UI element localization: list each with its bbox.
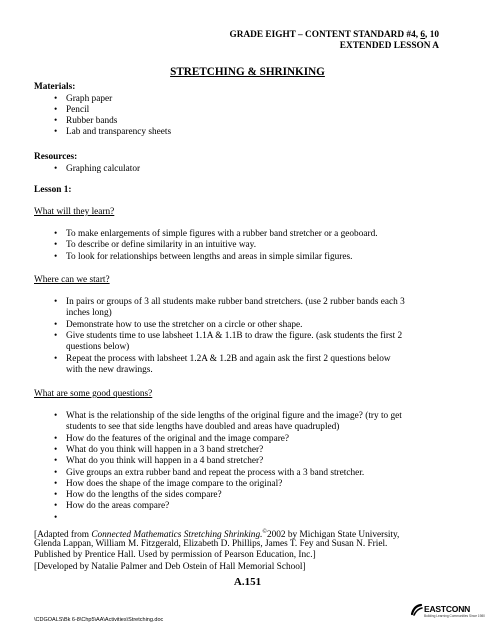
page-number: A.151	[233, 576, 262, 588]
list-item-text	[66, 501, 169, 512]
list-item-text	[66, 434, 289, 445]
logo-wordmark: EASTCONN	[424, 604, 471, 614]
bullet-icon: •	[54, 411, 58, 421]
list-item-line: What do you think will happen in a 4 band stretcher?	[66, 456, 264, 467]
bullet-icon: •	[54, 297, 58, 307]
copyright-symbol: ©	[262, 529, 267, 535]
logo-tagline: Building Learning Communities Since 1980	[424, 614, 485, 618]
list-item-line: How do the features of the original and the image compare?	[66, 433, 290, 444]
list-item-text	[66, 479, 282, 490]
bullet-icon: •	[54, 456, 58, 467]
list-item-line: How do the areas compare?	[66, 501, 170, 512]
list-item-line: questions below)	[66, 342, 130, 353]
list-item-line: To describe or define similarity in an intuitive way.	[66, 240, 257, 251]
list-item-text	[66, 94, 112, 105]
list-item-line: Give students time to use labsheet 1.1A & 1.1B to draw the figure. (ask students the first 2	[66, 330, 403, 341]
document-header	[230, 30, 440, 52]
eastconn-logo	[410, 603, 485, 623]
list-item-line: inches long)	[66, 308, 112, 319]
list-item-text	[66, 297, 405, 320]
bullet-icon: •	[54, 104, 58, 115]
bullet-icon: •	[54, 490, 58, 501]
header-underlined-number: 6	[420, 30, 426, 40]
bullet-icon: •	[54, 467, 58, 478]
page-title: STRETCHING & SHRINKING	[170, 66, 325, 78]
bullet-icon: •	[54, 512, 58, 523]
list-item-line: What is the relationship of the side lengths of the original figure and the image? (try to get	[66, 411, 402, 421]
bullet-icon: •	[54, 444, 58, 455]
credits-prefix: [Adapted from	[34, 530, 92, 541]
list-item-text	[66, 164, 140, 175]
list-item-line: Graphing calculator	[66, 163, 141, 174]
credits-line-4: [Developed by Natalie Palmer and Deb Ostein of Hall Memorial School]	[34, 561, 306, 572]
credits-copyright: 2002 by Michigan State University,	[266, 530, 400, 541]
bullet-icon: •	[54, 240, 58, 251]
bullet-icon: •	[54, 116, 58, 127]
lesson-label: Lesson 1:	[34, 185, 72, 195]
bullet-icon: •	[54, 353, 58, 364]
credits-line-2: Glenda Lappan, William M. Fitzgerald, Elizabeth D. Phillips, James T. Fey and Susan N. Friel.	[34, 538, 388, 549]
list-item-text	[66, 354, 391, 377]
header-line-1-text: GRADE EIGHT – CONTENT STANDARD #4,	[229, 30, 421, 40]
list-item-text	[66, 320, 302, 331]
list-item-line: To make enlargements of simple figures with a rubber band stretcher or a geoboard.	[66, 229, 378, 239]
list-item-line: Graph paper	[66, 93, 113, 104]
materials-label: Materials:	[34, 82, 76, 92]
list-item-text	[66, 331, 402, 354]
bullet-icon: •	[54, 229, 58, 239]
list-item-text	[66, 252, 352, 263]
list-item-line: How do the lengths of the sides compare?	[66, 490, 222, 501]
list-item-text	[66, 456, 263, 467]
list-item-text	[66, 240, 256, 251]
bullet-icon: •	[54, 93, 58, 104]
bullet-icon: •	[54, 501, 58, 512]
eastconn-logo-icon	[410, 603, 424, 617]
bullet-icon: •	[54, 251, 58, 262]
list-item-line: What do you think will happen in a 3 band stretcher?	[66, 444, 264, 455]
header-line-1-end: , 10	[425, 30, 439, 40]
resources-label: Resources:	[34, 152, 78, 162]
bullet-icon: •	[54, 478, 58, 489]
bullet-icon: •	[54, 433, 58, 444]
list-item-line: How does the shape of the image compare to the original?	[66, 478, 283, 489]
list-item-text	[66, 490, 222, 501]
start-heading: Where can we start?	[34, 275, 110, 285]
list-item-line: Give groups an extra rubber band and repeat the process with a 3 band stretcher.	[66, 467, 365, 478]
questions-heading: What are some good questions?	[34, 389, 153, 399]
bullet-icon: •	[54, 127, 58, 138]
list-item-text	[66, 116, 117, 127]
list-item-text	[66, 127, 171, 138]
list-item-text	[66, 468, 364, 479]
list-item-line: Rubber bands	[66, 116, 118, 127]
list-item-line: To look for relationships between lengths and areas in simple similar figures.	[66, 251, 353, 262]
list-item-line: with the new drawings.	[66, 364, 153, 375]
bullet-icon: •	[54, 319, 58, 330]
footer-file-path: \CDGOALS\Bk 6-8\Chp5\AA\Activities\Stretching.doc	[34, 617, 164, 623]
bullet-icon: •	[54, 163, 58, 174]
list-item-line: Repeat the process with labsheet 1.2A & 1.2B and again ask the first 2 questions below	[66, 353, 391, 364]
learn-heading: What will they learn?	[34, 207, 115, 217]
list-item-line: Lab and transparency sheets	[66, 127, 172, 138]
list-item-text	[66, 445, 263, 456]
list-item-line: Demonstrate how to use the stretcher on a circle or other shape.	[66, 319, 303, 330]
credits-book-title: Connected Mathematics Stretching Shrinking.	[91, 530, 263, 541]
list-item-line: In pairs or groups of 3 all students make rubber band stretchers. (use 2 rubber bands each 3	[66, 297, 405, 307]
header-line-2: EXTENDED LESSON A	[339, 41, 439, 51]
credits-line-3: Published by Prentice Hall. Used by permission of Pearson Education, Inc.]	[34, 550, 316, 560]
list-item-text	[66, 411, 402, 434]
header-line-1	[230, 30, 440, 41]
list-item-text	[66, 105, 89, 116]
list-item-line: Pencil	[66, 104, 90, 115]
list-item-text	[66, 229, 378, 240]
bullet-icon: •	[54, 330, 58, 341]
list-item-line: students to see that side lengths have doubled and areas have quadrupled)	[66, 422, 340, 433]
